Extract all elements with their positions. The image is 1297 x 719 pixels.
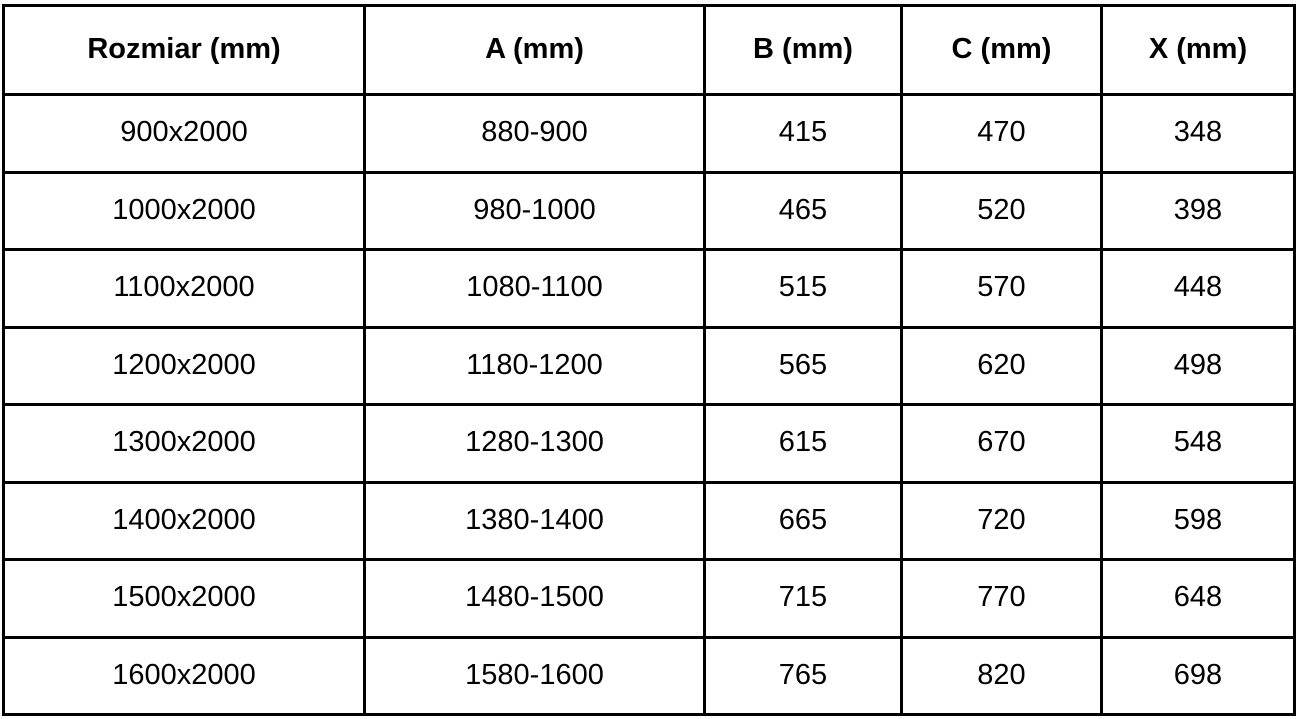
table-row xyxy=(4,327,1295,405)
column-header-rozmiar: Rozmiar (mm) xyxy=(4,6,365,95)
table-cell: 1280-1300 xyxy=(365,405,705,483)
table-cell: 520 xyxy=(902,172,1102,250)
table-header xyxy=(4,6,1295,95)
table-cell: 720 xyxy=(902,482,1102,560)
table-cell: 1580-1600 xyxy=(365,637,705,715)
table-cell: 1480-1500 xyxy=(365,560,705,638)
table-cell: 770 xyxy=(902,560,1102,638)
table-row xyxy=(4,405,1295,483)
table-row xyxy=(4,172,1295,250)
table-cell: 565 xyxy=(705,327,902,405)
table-cell: 1200x2000 xyxy=(4,327,365,405)
table-cell: 1600x2000 xyxy=(4,637,365,715)
table-cell: 465 xyxy=(705,172,902,250)
table-cell: 880-900 xyxy=(365,95,705,173)
table-cell: 470 xyxy=(902,95,1102,173)
table-cell: 665 xyxy=(705,482,902,560)
table-cell: 570 xyxy=(902,250,1102,328)
table-cell: 1100x2000 xyxy=(4,250,365,328)
table-cell: 615 xyxy=(705,405,902,483)
table-cell: 1000x2000 xyxy=(4,172,365,250)
table-cell: 598 xyxy=(1102,482,1295,560)
table-cell: 1080-1100 xyxy=(365,250,705,328)
column-header-c: C (mm) xyxy=(902,6,1102,95)
table-cell: 348 xyxy=(1102,95,1295,173)
table-cell: 498 xyxy=(1102,327,1295,405)
table-cell: 1400x2000 xyxy=(4,482,365,560)
column-header-x: X (mm) xyxy=(1102,6,1295,95)
table-cell: 1180-1200 xyxy=(365,327,705,405)
table-row xyxy=(4,482,1295,560)
table-cell: 398 xyxy=(1102,172,1295,250)
table-body xyxy=(4,95,1295,715)
table-cell: 548 xyxy=(1102,405,1295,483)
table-cell: 648 xyxy=(1102,560,1295,638)
table-row xyxy=(4,250,1295,328)
table-cell: 670 xyxy=(902,405,1102,483)
table-cell: 620 xyxy=(902,327,1102,405)
column-header-b: B (mm) xyxy=(705,6,902,95)
table-cell: 820 xyxy=(902,637,1102,715)
table-cell: 698 xyxy=(1102,637,1295,715)
table-cell: 765 xyxy=(705,637,902,715)
table-cell: 1300x2000 xyxy=(4,405,365,483)
header-row xyxy=(4,6,1295,95)
column-header-a: A (mm) xyxy=(365,6,705,95)
table-row xyxy=(4,95,1295,173)
size-table xyxy=(2,4,1296,716)
table-row xyxy=(4,560,1295,638)
table-cell: 448 xyxy=(1102,250,1295,328)
table-cell: 1380-1400 xyxy=(365,482,705,560)
table-cell: 980-1000 xyxy=(365,172,705,250)
table-cell: 415 xyxy=(705,95,902,173)
table-row xyxy=(4,637,1295,715)
table-cell: 1500x2000 xyxy=(4,560,365,638)
table-cell: 715 xyxy=(705,560,902,638)
table-cell: 900x2000 xyxy=(4,95,365,173)
table-cell: 515 xyxy=(705,250,902,328)
